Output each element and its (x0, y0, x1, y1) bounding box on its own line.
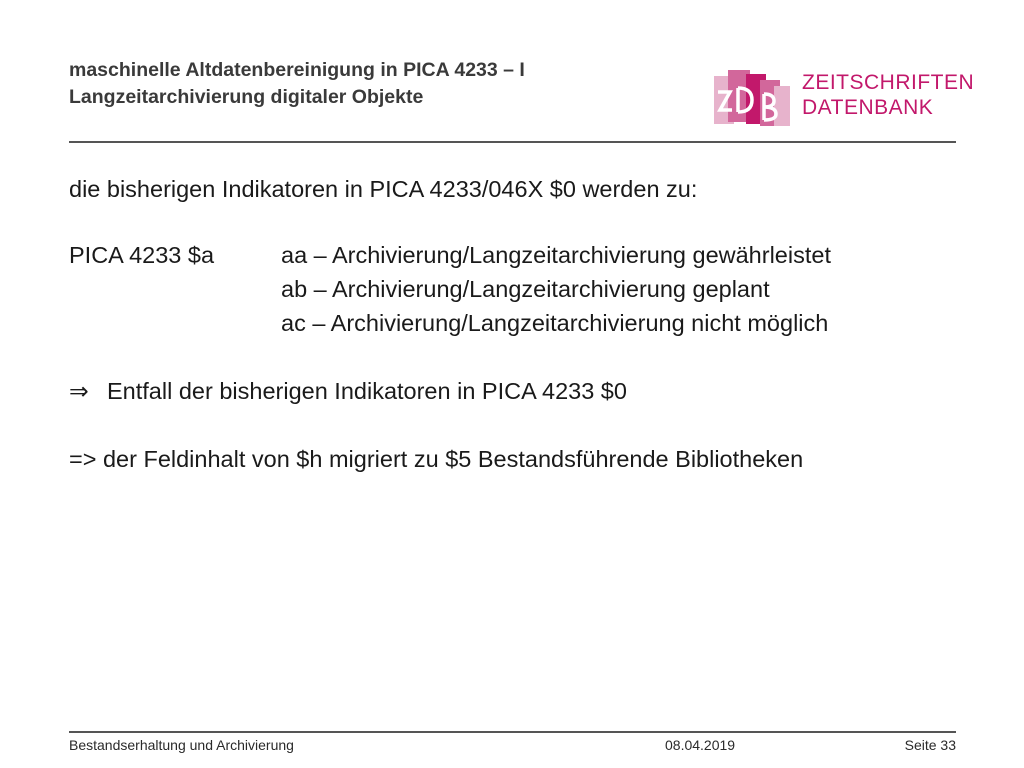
implies-arrow-icon: ⇒ (69, 377, 89, 405)
slide-title (69, 57, 689, 111)
footer-presentation-title: Bestandserhaltung und Archivierung (69, 737, 294, 753)
code-item-aa: aa – Archivierung/Langzeitarchivierung gewährleistet (281, 242, 831, 268)
migration-text: => der Feldinhalt von $h migriert zu $5 Bestandsführende Bibliotheken (69, 446, 804, 472)
footer-divider (69, 731, 956, 733)
footer-date: 08.04.2019 (665, 737, 736, 753)
slide-title-line-2: Langzeitarchivierung digitaler Objekte (69, 86, 424, 108)
zdb-wordmark-line-1: ZEITSCHRIFTEN (802, 71, 975, 94)
field-label: PICA 4233 $a (69, 242, 215, 268)
consequence-text: Entfall der bisherigen Indikatoren in PICA 4233 $0 (107, 378, 627, 404)
zdb-logo-wordmark (802, 70, 974, 120)
footer-page-number: Seite 33 (904, 737, 956, 753)
zdb-logo-mark (714, 70, 790, 126)
slide-title-line-1: maschinelle Altdatenbereinigung in PICA 4233 – I (69, 59, 525, 81)
header-divider (69, 141, 956, 143)
intro-text: die bisherigen Indikatoren in PICA 4233/046X $0 werden zu: (69, 176, 698, 202)
consequence-line (69, 374, 627, 408)
code-item-ac: ac – Archivierung/Langzeitarchivierung nicht möglich (281, 310, 829, 336)
code-item-ab: ab – Archivierung/Langzeitarchivierung geplant (281, 276, 770, 302)
zdb-wordmark-line-2: DATENBANK (802, 96, 934, 119)
